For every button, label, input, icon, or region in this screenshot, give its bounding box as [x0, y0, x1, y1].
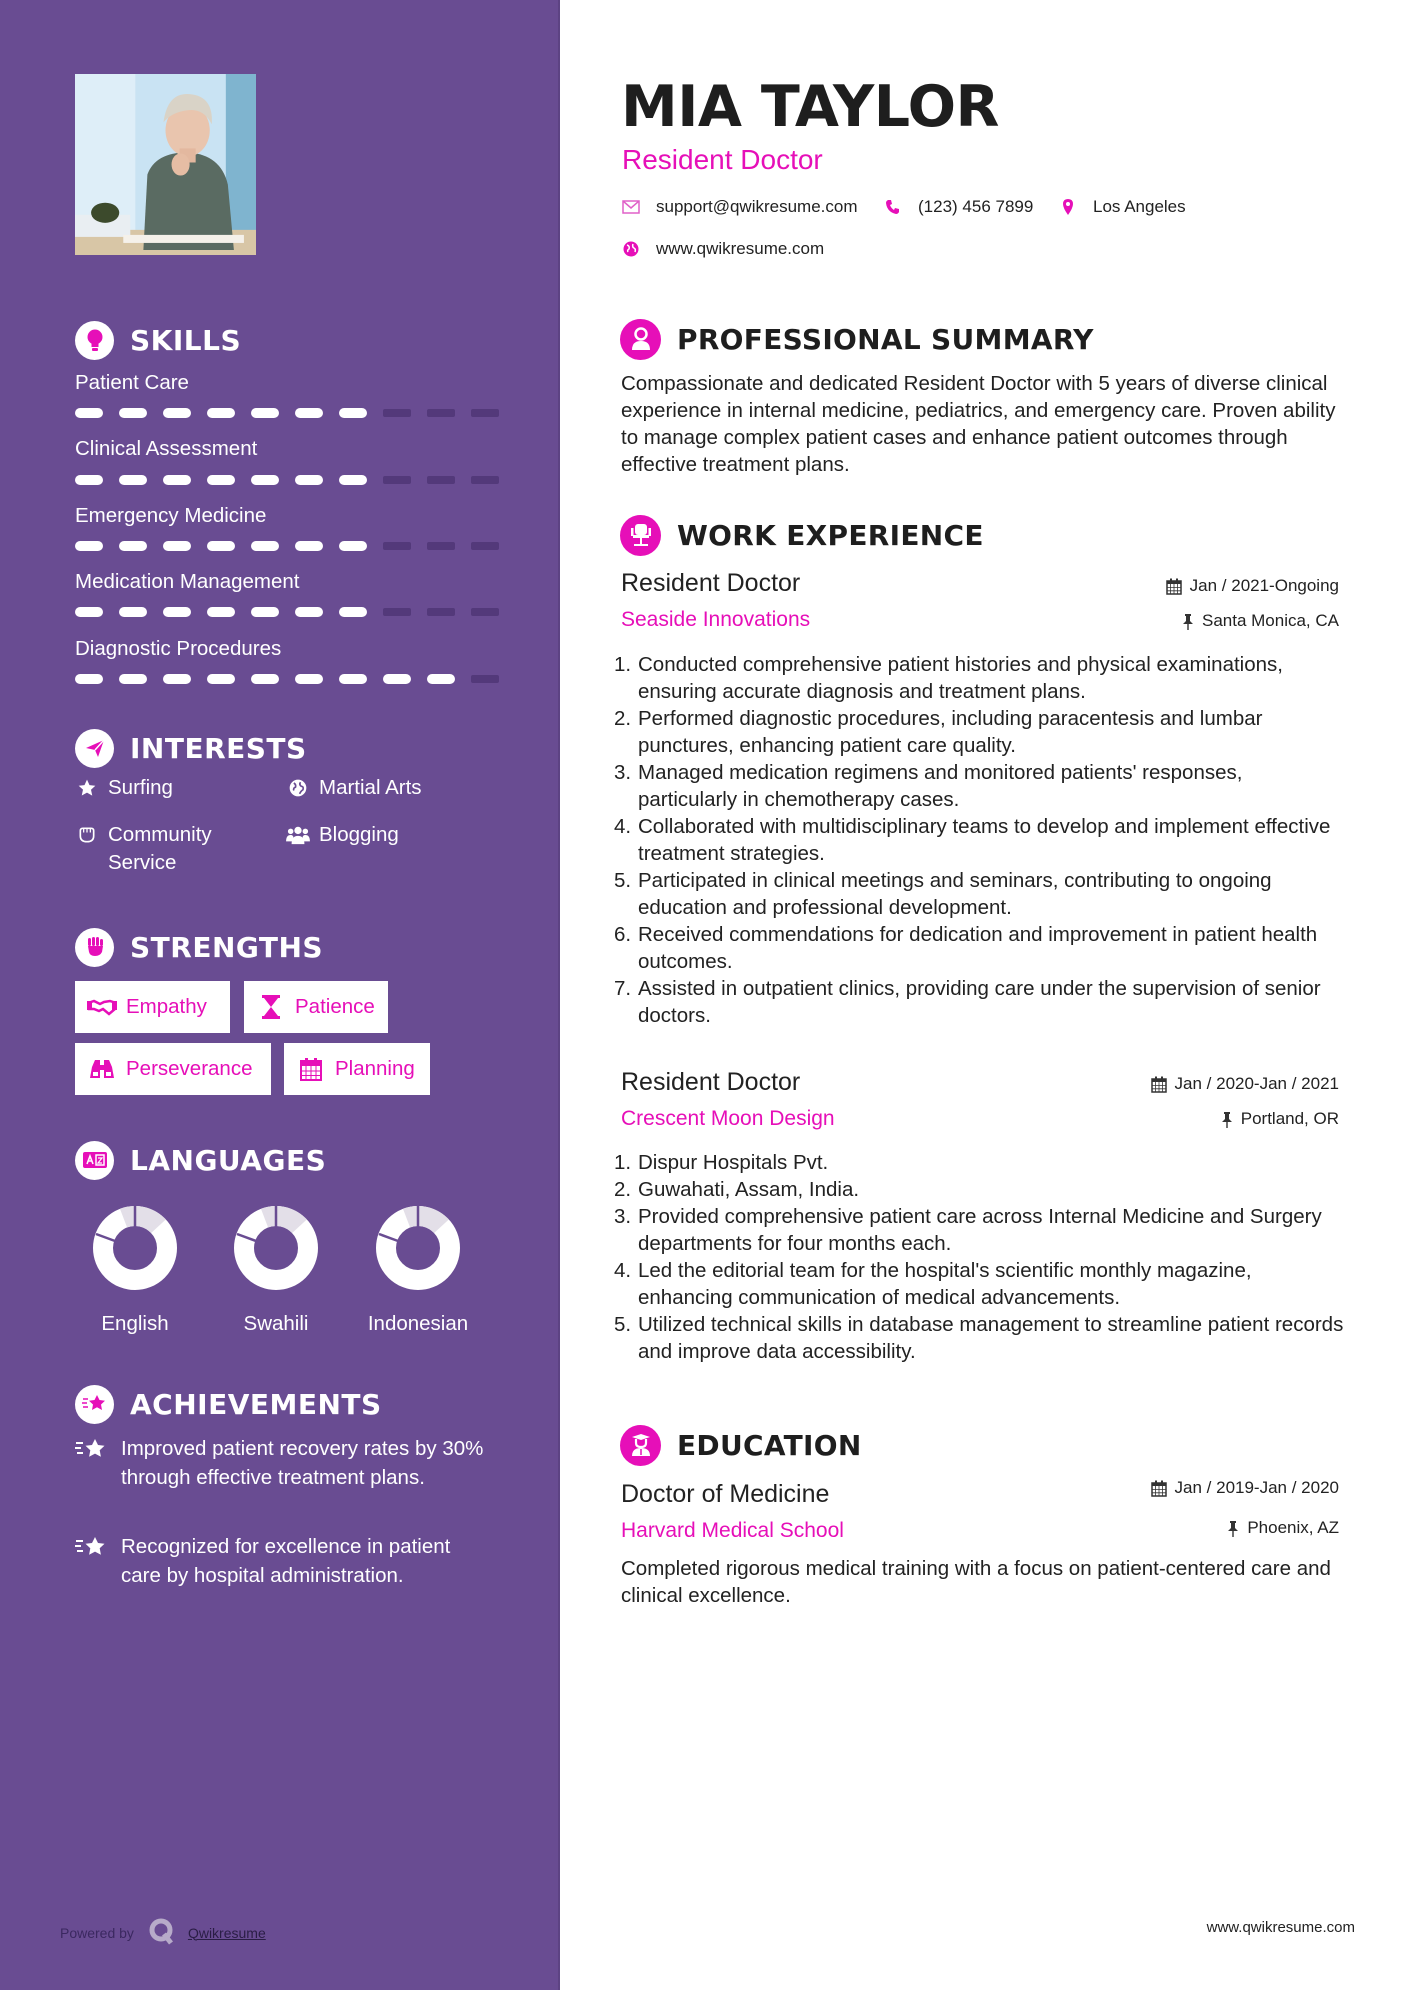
qwikresume-logo-icon	[148, 1917, 176, 1948]
job-title: Resident Doctor	[621, 569, 801, 597]
achievement-item: Recognized for excellence in patient care by hospital administration.	[75, 1532, 485, 1590]
list-item: 1. Conducted comprehensive patient histories and physical examinations, ensuring accurate diagnosis and treatment plans.	[614, 653, 1283, 703]
fist-icon	[75, 821, 99, 849]
job-title: Resident Doctor	[621, 1068, 801, 1096]
user-icon	[620, 319, 661, 360]
skill-label: Medication Management	[75, 570, 300, 593]
skill-label: Clinical Assessment	[75, 437, 258, 460]
profile-photo-illustration	[75, 74, 256, 255]
job-company: Seaside Innovations	[621, 608, 811, 631]
skill-label: Emergency Medicine	[75, 504, 267, 527]
list-item: 2. Guwahati, Assam, India.	[614, 1178, 860, 1201]
list-item: 2. Performed diagnostic procedures, including paracentesis and lumbar punctures, enhancing patient care quality.	[614, 707, 1263, 757]
map-pin-icon	[1059, 198, 1077, 216]
sidebar-divider	[558, 0, 560, 1990]
achievement-item: Improved patient recovery rates by 30% through effective treatment plans.	[75, 1434, 485, 1492]
qwikresume-link[interactable]: Qwikresume	[187, 1924, 266, 1941]
office-chair-icon	[620, 515, 661, 556]
contact-website[interactable]: www.qwikresume.com	[622, 237, 824, 261]
job-dates: Jan / 2021-Ongoing	[1166, 575, 1339, 597]
candidate-title: Resident Doctor	[622, 144, 823, 175]
school-name: Harvard Medical School	[621, 1519, 844, 1542]
experience-heading: WORK EXPERIENCE	[620, 514, 984, 556]
calendar-icon	[1166, 578, 1182, 595]
contact-phone[interactable]: (123) 456 7899	[884, 195, 1033, 219]
list-item: 5. Utilized technical skills in database management to streamline patient records and improve data accessibility.	[614, 1313, 1344, 1363]
strength-badge: Patience	[244, 981, 388, 1033]
job-company: Crescent Moon Design	[621, 1107, 835, 1130]
graduate-icon	[620, 1425, 661, 1466]
language-indonesian: Indonesian	[358, 1205, 478, 1336]
lightbulb-icon	[75, 321, 114, 360]
summary-heading: PROFESSIONAL SUMMARY	[620, 318, 1094, 360]
degree-title: Doctor of Medicine	[621, 1480, 830, 1508]
strength-badge: Planning	[284, 1043, 430, 1095]
education-dates: Jan / 2019-Jan / 2020	[1151, 1477, 1339, 1499]
binoculars-icon	[87, 1057, 117, 1081]
powered-by: Powered by Qwikresume	[60, 1917, 266, 1948]
strength-badge: Perseverance	[75, 1043, 271, 1095]
job-location: Portland, OR	[1221, 1108, 1339, 1130]
list-item: 3. Managed medication regimens and monitored patients' responses, particularly in chemotherapy cases.	[614, 761, 1243, 811]
list-item: 6. Received commendations for dedication and improvement in patient health outcomes.	[614, 923, 1318, 973]
footer-website-link[interactable]: www.qwikresume.com	[1206, 1919, 1355, 1936]
paper-plane-icon	[75, 729, 114, 768]
contact-location: Los Angeles	[1059, 195, 1186, 219]
shooting-star-icon	[75, 1434, 109, 1463]
education-location: Phoenix, AZ	[1227, 1517, 1339, 1539]
skill-label: Diagnostic Procedures	[75, 637, 282, 660]
list-item: 3. Provided comprehensive patient care across Internal Medicine and Surgery departments for four months each.	[614, 1205, 1322, 1255]
job-location: Santa Monica, CA	[1182, 610, 1339, 632]
profile-photo	[75, 74, 256, 255]
skill-level-bar	[75, 541, 499, 551]
hourglass-icon	[256, 995, 286, 1019]
skill-level-bar	[75, 475, 499, 485]
interest-item: Surfing	[75, 774, 173, 802]
shooting-star-icon	[75, 1385, 114, 1424]
strength-badge: Empathy	[75, 981, 230, 1033]
list-item: 7. Assisted in outpatient clinics, providing care under the supervision of senior doctors.	[614, 977, 1321, 1027]
shooting-star-icon	[75, 1532, 109, 1561]
pushpin-icon	[1221, 1111, 1233, 1128]
calendar-icon	[1151, 1480, 1167, 1497]
strengths-heading: STRENGTHS	[75, 927, 323, 967]
list-item: 5. Participated in clinical meetings and seminars, contributing to ongoing education and professional development.	[614, 869, 1272, 919]
summary-text: Compassionate and dedicated Resident Doctor with 5 years of diverse clinical experience in internal medicine, pediatrics, and emergency care. Proven ability to manage complex patient cases and enhance patient outcomes through effective treatment plans.	[621, 372, 1336, 476]
globe-icon	[622, 240, 640, 258]
interests-heading: INTERESTS	[75, 728, 307, 768]
globe-icon	[286, 774, 310, 802]
languages-heading: LANGUAGES	[75, 1140, 326, 1180]
calendar-icon	[1151, 1076, 1167, 1093]
interest-item: Community Service	[75, 821, 275, 877]
handshake-icon	[87, 995, 117, 1019]
users-icon	[286, 821, 310, 849]
skill-label: Patient Care	[75, 371, 189, 394]
candidate-name: MIA TAYLOR	[621, 74, 999, 140]
skills-heading: SKILLS	[75, 320, 241, 360]
skill-level-bar	[75, 408, 499, 418]
education-heading: EDUCATION	[620, 1424, 862, 1466]
pushpin-icon	[1182, 613, 1194, 630]
language-proficiency-donut	[92, 1205, 178, 1291]
phone-icon	[884, 198, 902, 216]
job-responsibilities	[614, 1149, 1344, 1365]
job-responsibilities	[614, 651, 1344, 1029]
language-proficiency-donut	[375, 1205, 461, 1291]
pushpin-icon	[1227, 1520, 1239, 1537]
list-item: 4. Led the editorial team for the hospital's scientific monthly magazine, enhancing communication of medical advancements.	[614, 1259, 1252, 1309]
achievements-heading: ACHIEVEMENTS	[75, 1384, 382, 1424]
list-item: 4. Collaborated with multidisciplinary teams to develop and implement effective treatment strategies.	[614, 815, 1331, 865]
star-icon	[75, 774, 99, 802]
language-swahili: Swahili	[216, 1205, 336, 1336]
interest-item: Martial Arts	[286, 774, 422, 802]
list-item: 1. Dispur Hospitals Pvt.	[614, 1151, 829, 1174]
translate-icon	[75, 1141, 114, 1180]
language-english: English	[75, 1205, 195, 1336]
calendar-icon	[296, 1057, 326, 1081]
envelope-icon	[622, 198, 640, 216]
interest-item: Blogging	[286, 821, 399, 849]
contact-email[interactable]: support@qwikresume.com	[622, 195, 858, 219]
job-dates: Jan / 2020-Jan / 2021	[1151, 1073, 1339, 1095]
skill-level-bar	[75, 674, 499, 684]
education-description: Completed rigorous medical training with a focus on patient-centered care and clinical excellence.	[621, 1557, 1331, 1607]
language-proficiency-donut	[233, 1205, 319, 1291]
skill-level-bar	[75, 607, 499, 617]
raised-fist-icon	[75, 928, 114, 967]
